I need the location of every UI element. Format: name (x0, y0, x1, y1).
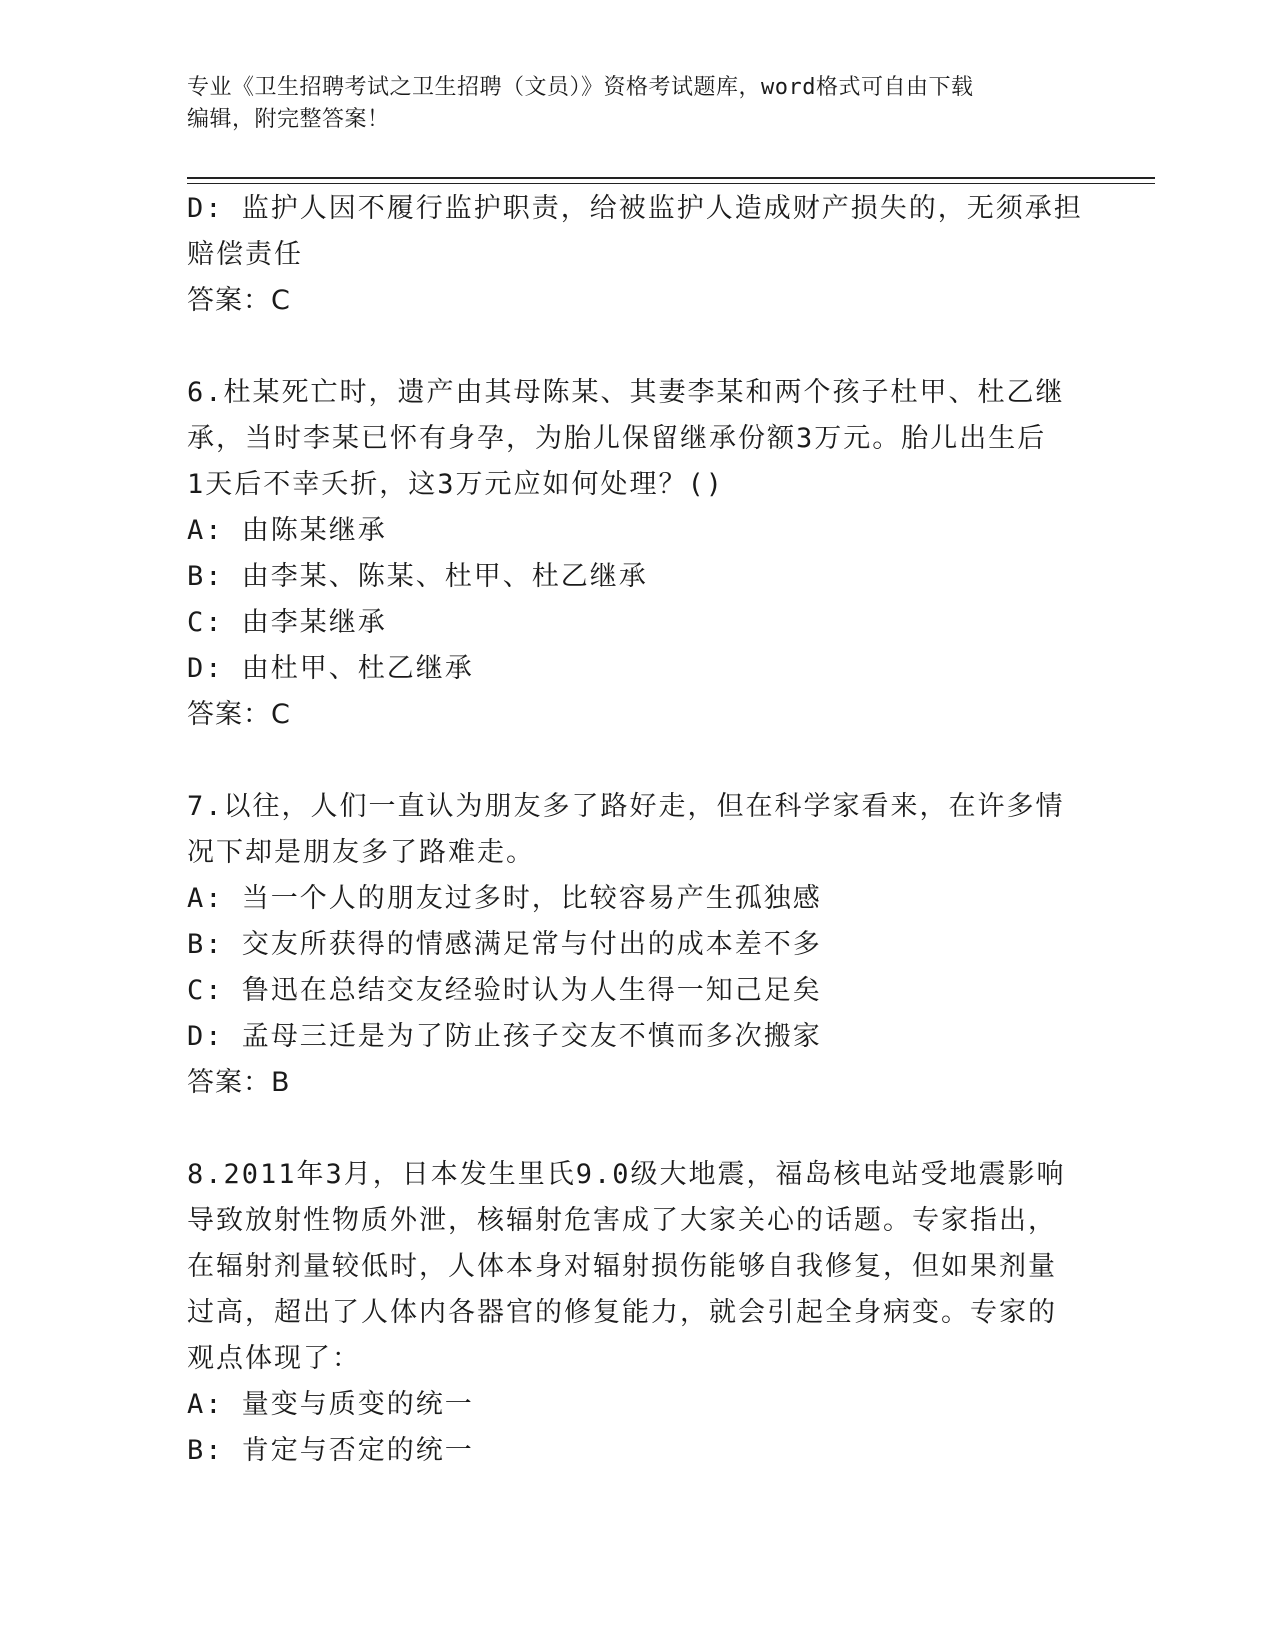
question-gap (187, 1106, 1087, 1152)
question-stem-line: 观点体现了： (187, 1343, 361, 1374)
question-stem-line: 7.以往，人们一直认为朋友多了路好走，但在科学家看来，在许多情 (187, 791, 1065, 822)
option-d-line-2: 赔偿责任 (187, 239, 303, 270)
question-stem-line: 在辐射剂量较低时，人体本身对辐射损伤能够自我修复，但如果剂量 (187, 1251, 1057, 1282)
question-stem-line: 承，当时李某已怀有身孕，为胎儿保留继承份额3万元。胎儿出生后 (187, 423, 1047, 454)
header-rule-thick (187, 177, 1155, 179)
header-line-1: 专业《卫生招聘考试之卫生招聘（文员）》资格考试题库，word格式可自由下载 (187, 75, 974, 100)
option-d: D: 孟母三迁是为了防止孩子交友不慎而多次搬家 (187, 1021, 822, 1052)
option-a: A: 当一个人的朋友过多时，比较容易产生孤独感 (187, 883, 822, 914)
option-d-line-1: D: 监护人因不履行监护职责，给被监护人造成财产损失的，无须承担 (187, 193, 1083, 224)
prev-question-block (187, 186, 1087, 324)
question-gap (187, 738, 1087, 784)
answer-text: 答案：C (187, 699, 291, 730)
question-stem-line: 导致放射性物质外泄，核辐射危害成了大家关心的话题。专家指出， (187, 1205, 1057, 1236)
question-7-block (187, 784, 1087, 1106)
option-c: C: 鲁迅在总结交友经验时认为人生得一知己足矣 (187, 975, 822, 1006)
option-b: B: 由李某、陈某、杜甲、杜乙继承 (187, 561, 648, 592)
option-b: B: 交友所获得的情感满足常与付出的成本差不多 (187, 929, 822, 960)
header-rule-thin (187, 183, 1155, 184)
option-b: B: 肯定与否定的统一 (187, 1435, 474, 1466)
question-gap (187, 324, 1087, 370)
question-8-block (187, 1152, 1087, 1474)
option-a: A: 量变与质变的统一 (187, 1389, 474, 1420)
header-line-2: 编辑，附完整答案！ (187, 107, 390, 132)
question-6-block (187, 370, 1087, 738)
question-stem-line: 况下却是朋友多了路难走。 (187, 837, 535, 868)
option-a: A: 由陈某继承 (187, 515, 387, 546)
answer-text: 答案：C (187, 285, 291, 316)
option-d: D: 由杜甲、杜乙继承 (187, 653, 474, 684)
answer-text: 答案：B (187, 1067, 291, 1098)
question-stem-line: 8.2011年3月，日本发生里氏9.0级大地震，福岛核电站受地震影响 (187, 1159, 1066, 1190)
document-header (187, 72, 1087, 136)
question-stem-line: 1天后不幸夭折，这3万元应如何处理？() (187, 469, 725, 500)
document-body (187, 186, 1087, 1474)
question-stem-line: 6.杜某死亡时，遗产由其母陈某、其妻李某和两个孩子杜甲、杜乙继 (187, 377, 1065, 408)
option-c: C: 由李某继承 (187, 607, 387, 638)
question-stem-line: 过高，超出了人体内各器官的修复能力，就会引起全身病变。专家的 (187, 1297, 1057, 1328)
